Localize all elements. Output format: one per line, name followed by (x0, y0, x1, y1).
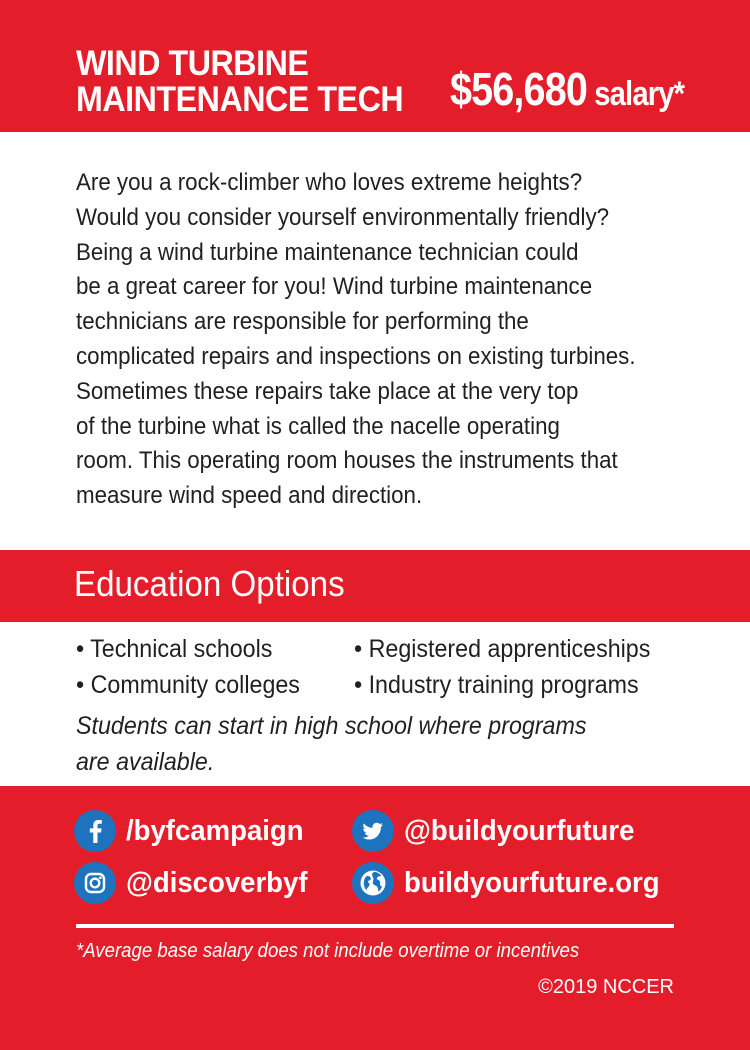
description-line: measure wind speed and direction. (76, 482, 423, 510)
description-line: of the turbine what is called the nacelle operating (76, 412, 560, 440)
education-note-line: are available. (76, 748, 215, 776)
description-line: technicians are responsible for performing the (76, 308, 529, 336)
education-item: • Registered apprenticeships (354, 635, 651, 663)
globe-icon (352, 862, 394, 904)
education-item: • Industry training programs (354, 671, 639, 699)
website-url: buildyourfuture.org (404, 866, 660, 899)
education-heading: Education Options (74, 563, 345, 604)
copyright: ©2019 NCCER (538, 976, 674, 998)
salary-figure (450, 62, 684, 116)
twitter-handle: @buildyourfuture (404, 814, 635, 847)
page-title (76, 46, 403, 118)
description-line: be a great career for you! Wind turbine maintenance (76, 273, 593, 301)
description-line: room. This operating room houses the instruments that (76, 447, 618, 475)
twitter-icon (352, 810, 394, 852)
instagram-link[interactable] (74, 862, 317, 904)
description-line: Would you consider yourself environmentally friendly? (76, 203, 610, 231)
education-note (76, 708, 586, 780)
footer-divider (76, 924, 674, 928)
education-item: • Technical schools (76, 635, 273, 663)
salary-amount: $56,680 (450, 63, 587, 115)
description-line: Are you a rock-climber who loves extreme heights? (76, 169, 583, 196)
job-description (76, 166, 706, 514)
description-line: complicated repairs and inspections on existing turbines. (76, 342, 636, 370)
twitter-link[interactable] (352, 810, 647, 852)
title-line-2: MAINTENANCE TECH (76, 80, 404, 119)
description-line: Being a wind turbine maintenance technician could (76, 238, 579, 266)
education-note-line: Students can start in high school where programs (76, 712, 587, 740)
title-line-1: WIND TURBINE (76, 44, 309, 83)
facebook-icon (74, 810, 116, 852)
salary-disclaimer: *Average base salary does not include overtime or incentives (76, 940, 580, 962)
salary-label: salary* (586, 75, 685, 113)
facebook-handle: /byfcampaign (126, 814, 304, 847)
instagram-handle: @discoverbyf (126, 866, 308, 899)
website-link[interactable] (352, 862, 673, 904)
education-item: • Community colleges (76, 671, 300, 699)
description-line: Sometimes these repairs take place at the very top (76, 377, 579, 405)
instagram-icon (74, 862, 116, 904)
facebook-link[interactable] (74, 810, 313, 852)
